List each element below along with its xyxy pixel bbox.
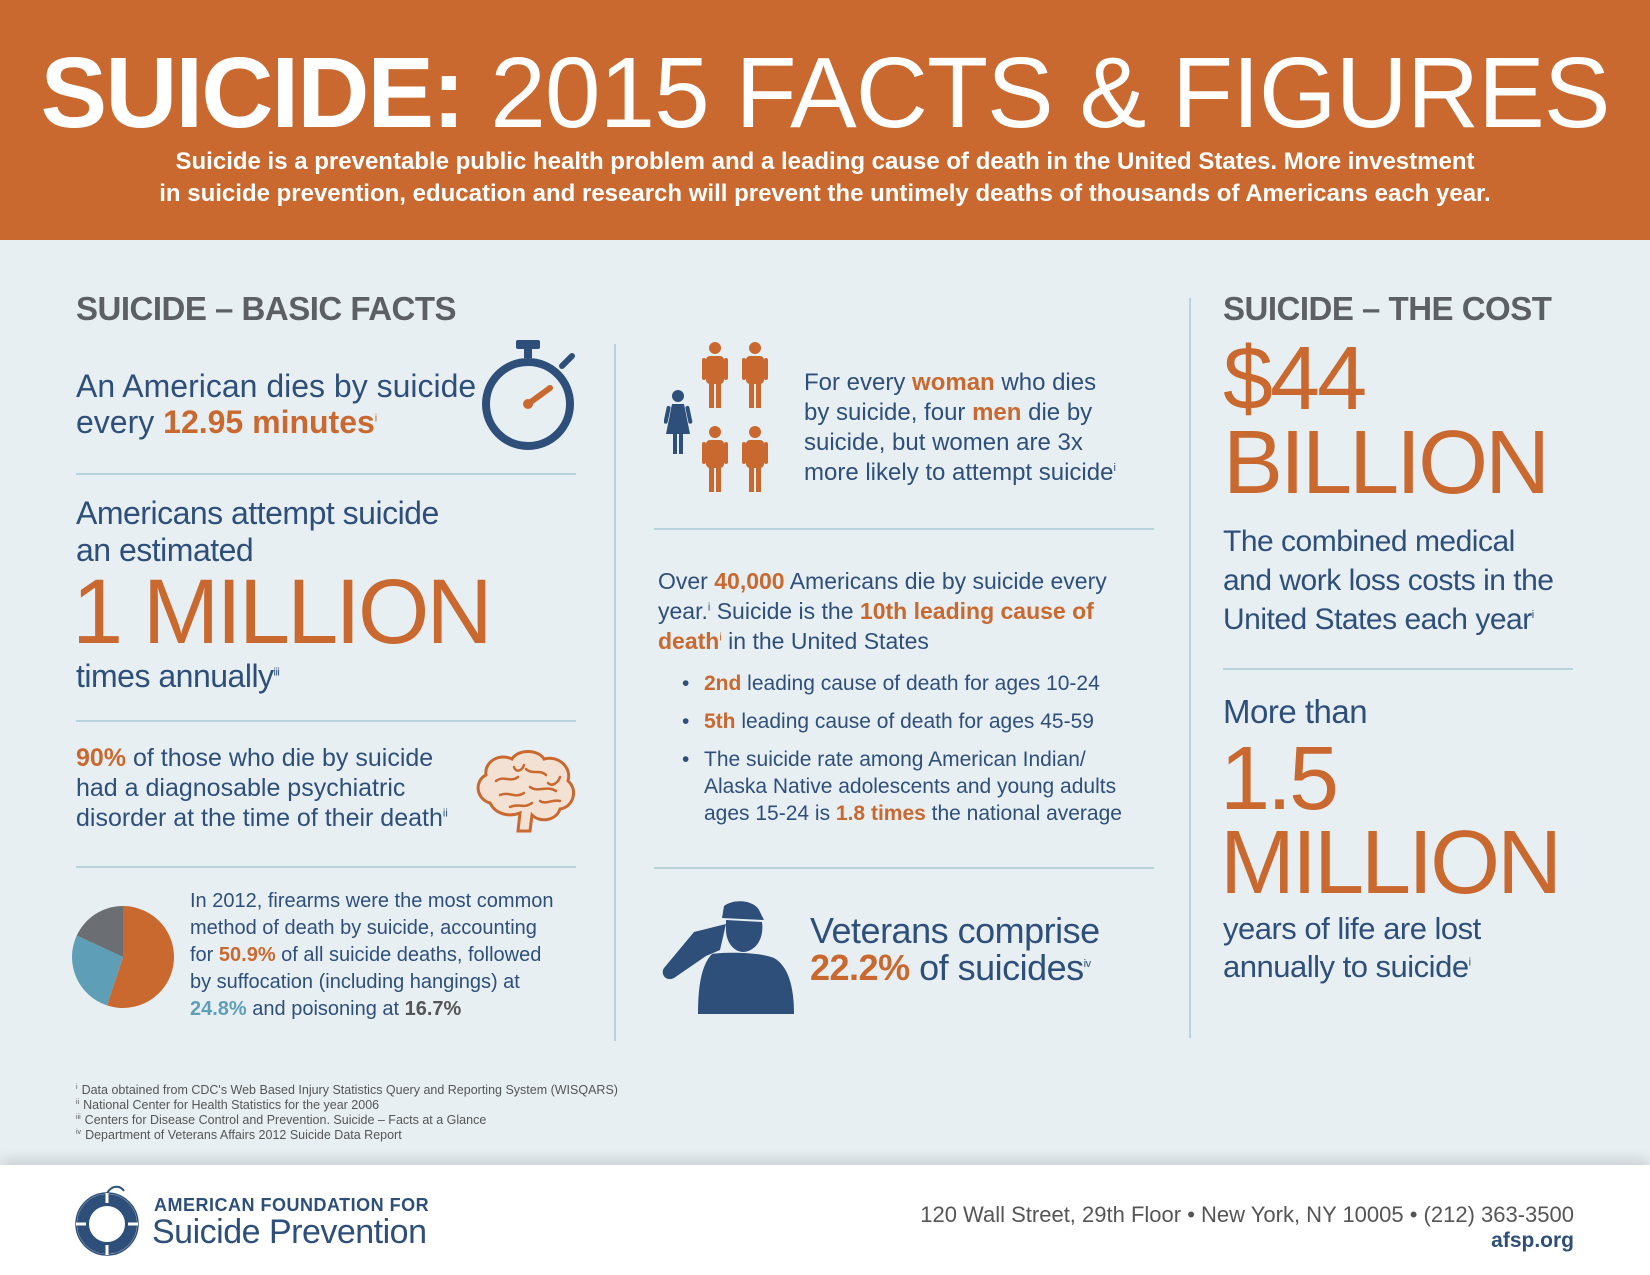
more-than-text: More than bbox=[1223, 693, 1368, 730]
divider bbox=[654, 528, 1154, 530]
fact-psychiatric bbox=[76, 743, 448, 833]
years-lost-line2: annually to suicide bbox=[1223, 949, 1469, 984]
divider bbox=[654, 867, 1154, 869]
fact-attempts-line1: Americans attempt suicide bbox=[76, 495, 439, 531]
deaths-line2-pre: year. bbox=[658, 598, 708, 624]
footnote-text: Centers for Disease Control and Prevention. Suicide – Facts at a Glance bbox=[84, 1113, 487, 1127]
org-address: 120 Wall Street, 29th Floor • New York, NY 10005 • (212) 363-3500 bbox=[920, 1202, 1574, 1227]
org-name-line2: Suicide Prevention bbox=[152, 1213, 427, 1251]
one-million-figure: 1 MILLION bbox=[72, 561, 490, 663]
fact-firearms-line3-pre: for bbox=[190, 944, 219, 966]
footnote bbox=[76, 1113, 618, 1128]
times-annually-text: times annually bbox=[76, 658, 274, 694]
cost-billions-figure: $44 bbox=[1223, 329, 1365, 429]
deaths-line1-pre: Over bbox=[658, 568, 715, 594]
title-bold: SUICIDE: bbox=[40, 37, 464, 149]
fact-deaths bbox=[658, 566, 1107, 656]
footnotes bbox=[76, 1083, 618, 1143]
ref-marker: i bbox=[719, 631, 722, 644]
fact-psychiatric-line3: disorder at the time of their death bbox=[76, 804, 443, 832]
method-pie-chart bbox=[70, 904, 176, 1010]
fact-gender bbox=[804, 368, 1116, 488]
fact-psychiatric-highlight: 90% bbox=[76, 744, 127, 772]
cost-desc-line1: The combined medical bbox=[1223, 525, 1515, 558]
footnote-text: Department of Veterans Affairs 2012 Suicide Data Report bbox=[85, 1128, 402, 1142]
fact-veterans bbox=[810, 912, 1100, 986]
divider bbox=[1223, 668, 1573, 670]
fact-psychiatric-line1: of those who die by suicide bbox=[126, 744, 434, 772]
bullet-line2: Alaska Native adolescents and young adults bbox=[704, 775, 1117, 798]
page-title bbox=[0, 38, 1650, 148]
divider bbox=[76, 866, 576, 868]
org-name-line1: AMERICAN FOUNDATION FOR bbox=[154, 1195, 430, 1215]
saluting-soldier-icon bbox=[660, 896, 794, 1014]
divider bbox=[76, 720, 576, 722]
firearms-percent: 50.9% bbox=[218, 944, 276, 966]
brain-icon bbox=[470, 745, 580, 835]
years-lost-line1: years of life are lost bbox=[1223, 911, 1481, 946]
gender-line2-pre: by suicide, four bbox=[804, 399, 973, 426]
subtitle-line1: Suicide is a preventable public health problem and a leading cause of death in the United States. More investment bbox=[175, 148, 1475, 175]
column-divider-right bbox=[1189, 298, 1191, 1038]
footnote-ref: iv bbox=[76, 1128, 82, 1136]
ref-marker: iii bbox=[273, 666, 280, 679]
gender-line3: suicide, but women are 3x bbox=[804, 429, 1083, 456]
divider bbox=[76, 473, 576, 475]
ref-marker: i bbox=[374, 412, 378, 425]
fact-firearms-line4: by suffocation (including hangings) at bbox=[190, 971, 520, 993]
footnote-text: National Center for Health Statistics for the year 2006 bbox=[83, 1098, 380, 1112]
woman-highlight: woman bbox=[912, 369, 995, 396]
footer bbox=[0, 1165, 1650, 1275]
footnote-text: Data obtained from CDC's Web Based Injury Statistics Query and Reporting System (WISQARS) bbox=[81, 1083, 618, 1097]
page-subtitle bbox=[140, 146, 1510, 210]
list-item bbox=[682, 708, 1142, 735]
gender-line1-post: who dies bbox=[994, 369, 1097, 396]
bullet-text: leading cause of death for ages 10-24 bbox=[741, 672, 1100, 695]
fact-firearms-line5-mid: and poisoning at bbox=[246, 998, 405, 1020]
ref-marker: i bbox=[1113, 462, 1116, 474]
men-highlight: men bbox=[972, 399, 1022, 426]
fact-psychiatric-line2: had a diagnosable psychiatric bbox=[76, 774, 406, 802]
veterans-line1: Veterans comprise bbox=[810, 910, 1100, 951]
website-link[interactable]: afsp.org bbox=[1491, 1229, 1574, 1252]
years-lost-unit: MILLION bbox=[1220, 813, 1560, 913]
fact-attempts bbox=[76, 495, 439, 569]
bullet-text: leading cause of death for ages 45-59 bbox=[735, 710, 1094, 733]
bullet-highlight: 5th bbox=[704, 710, 736, 733]
ref-marker: i bbox=[707, 601, 711, 614]
deaths-line3-post: in the United States bbox=[721, 628, 929, 654]
fact-minutes-highlight: 12.95 minutes bbox=[163, 404, 375, 440]
suffocation-percent: 24.8% bbox=[190, 998, 247, 1020]
fact-firearms bbox=[190, 888, 553, 1023]
footnote bbox=[76, 1098, 618, 1113]
footnote-ref: ii bbox=[76, 1098, 80, 1106]
poisoning-percent: 16.7% bbox=[404, 998, 462, 1020]
deaths-line1-post: Americans die by suicide every bbox=[784, 568, 1107, 594]
bullet-highlight: 2nd bbox=[704, 672, 742, 695]
ref-marker: i bbox=[1468, 956, 1471, 969]
ref-marker: i bbox=[1531, 609, 1534, 621]
cost-desc bbox=[1223, 522, 1554, 639]
fact-attempts-line2: an estimated bbox=[76, 532, 254, 568]
basic-facts-title: SUICIDE – BASIC FACTS bbox=[76, 290, 457, 327]
footnote bbox=[76, 1128, 618, 1143]
footnote-ref: i bbox=[76, 1083, 78, 1091]
bullet-line1: • The suicide rate among American Indian/ bbox=[704, 748, 1086, 771]
bullet-line3-pre: ages 15-24 is bbox=[704, 802, 836, 825]
fact-minutes-line1: An American dies by suicide bbox=[76, 368, 477, 404]
footnote-ref: iii bbox=[76, 1113, 81, 1121]
gender-line2-post: die by bbox=[1021, 399, 1093, 426]
leading-cause-highlight: 10th leading cause of bbox=[859, 598, 1094, 624]
title-rest: 2015 FACTS & FIGURES bbox=[463, 37, 1610, 149]
subtitle-line2: in suicide prevention, education and research will prevent the untimely deaths of thousands of Americans each year. bbox=[159, 180, 1491, 207]
deaths-line2-mid: Suicide is the bbox=[710, 598, 860, 624]
gender-line1-pre: For every bbox=[804, 369, 913, 396]
death-highlight: death bbox=[658, 628, 720, 654]
fact-attempts-line3 bbox=[76, 658, 279, 694]
bullet-highlight: 1.8 times bbox=[835, 802, 926, 825]
footnote bbox=[76, 1083, 618, 1098]
gender-line4: more likely to attempt suicide bbox=[804, 459, 1114, 486]
cost-title: SUICIDE – THE COST bbox=[1223, 290, 1552, 327]
list-item bbox=[682, 746, 1142, 827]
cost-desc-line3: United States each year bbox=[1223, 603, 1532, 636]
fact-firearms-line1: In 2012, firearms were the most common bbox=[190, 890, 554, 912]
column-divider-left bbox=[614, 344, 616, 1041]
veterans-percent: 22.2% bbox=[810, 947, 910, 988]
veterans-line2-post: of suicides bbox=[909, 947, 1084, 988]
deaths-count: 40,000 bbox=[714, 568, 785, 594]
ref-marker: ii bbox=[442, 807, 448, 820]
ref-marker: iv bbox=[1083, 958, 1091, 970]
bullet-line3-post: the national average bbox=[925, 802, 1122, 825]
fact-minutes bbox=[76, 368, 476, 440]
cost-desc-line2: and work loss costs in the bbox=[1223, 564, 1554, 597]
stopwatch-icon bbox=[476, 340, 580, 452]
header-banner bbox=[0, 0, 1650, 240]
main-content bbox=[0, 240, 1650, 1165]
fact-firearms-line3-post: of all suicide deaths, followed bbox=[275, 944, 542, 966]
fact-firearms-line2: method of death by suicide, accounting bbox=[190, 917, 537, 939]
fact-minutes-pre: every bbox=[76, 404, 164, 440]
gender-people-icon bbox=[664, 342, 784, 498]
age-stats-list bbox=[682, 670, 1142, 838]
list-item bbox=[682, 670, 1142, 697]
years-lost-desc bbox=[1223, 910, 1481, 986]
lifebuoy-logo-icon bbox=[74, 1181, 140, 1257]
years-lost-figure: 1.5 bbox=[1220, 729, 1337, 829]
cost-billions-unit: BILLION bbox=[1223, 413, 1548, 513]
